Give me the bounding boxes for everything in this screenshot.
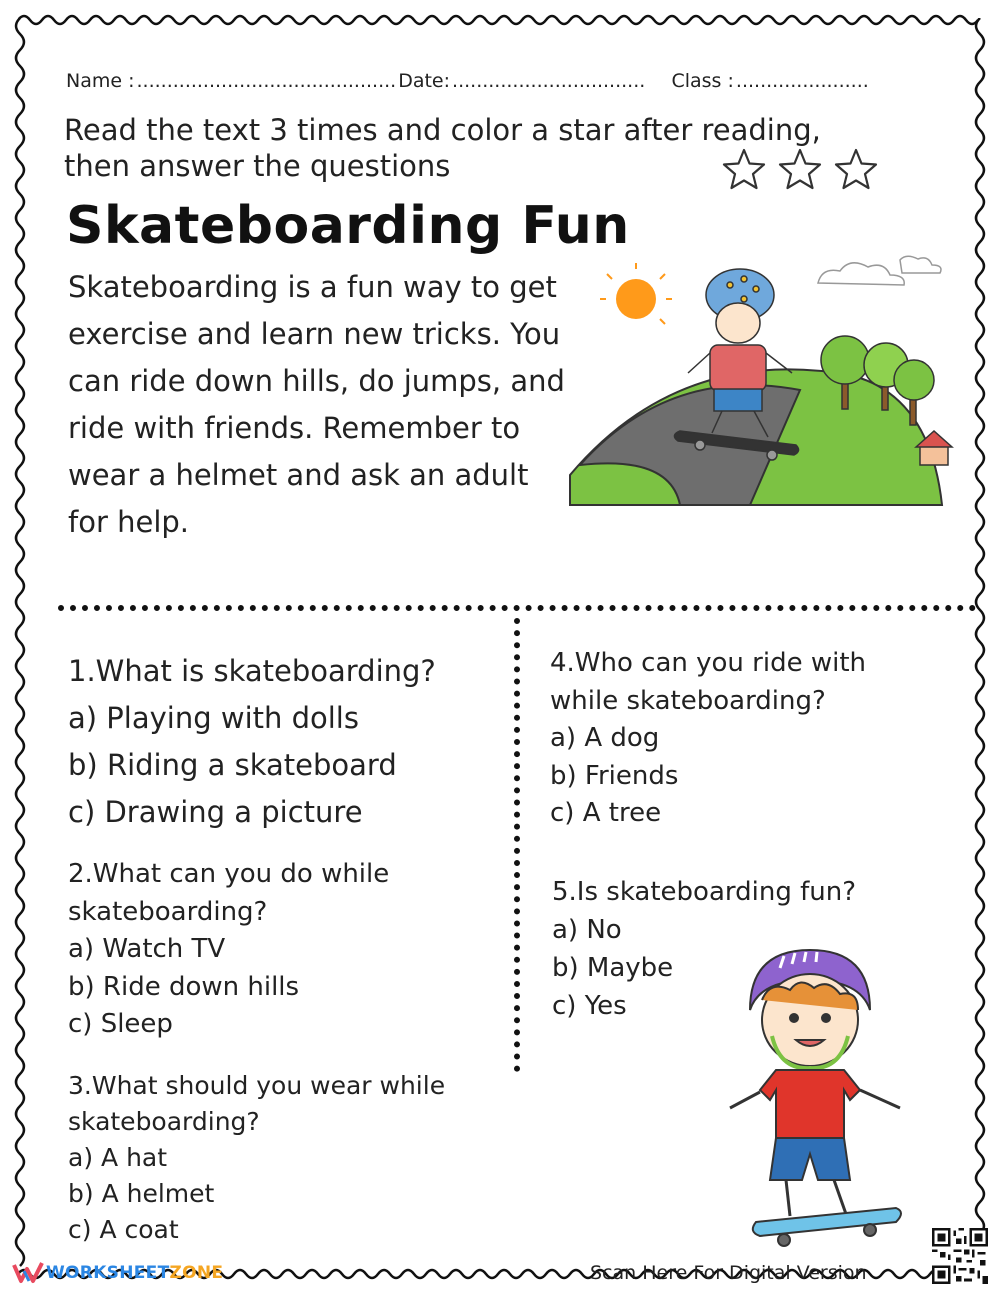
- section-divider-horizontal: [58, 605, 976, 611]
- answer-option-c[interactable]: c) Drawing a picture: [68, 795, 363, 829]
- passage-line: can ride down hills, do jumps, and: [68, 364, 565, 398]
- answer-option-c[interactable]: c) Sleep: [68, 1009, 173, 1039]
- page-border-top: [18, 12, 982, 28]
- scan-instruction: Scan Here For Digital Version: [590, 1262, 867, 1284]
- date-field[interactable]: ................................: [452, 70, 646, 92]
- question-2: [68, 856, 498, 1044]
- skateboarder-hill-illustration: [560, 255, 980, 515]
- class-label: Class :: [671, 70, 734, 92]
- passage-line: exercise and learn new tricks. You: [68, 317, 561, 351]
- page-border-left: [12, 18, 28, 1276]
- answer-option-b[interactable]: b) A helmet: [68, 1179, 215, 1208]
- answer-option-b[interactable]: b) Ride down hills: [68, 971, 300, 1002]
- answer-option-c[interactable]: c) A coat: [68, 1215, 179, 1244]
- question-3: [68, 1068, 498, 1248]
- page-border-right: [972, 18, 988, 1276]
- name-label: Name :: [66, 70, 135, 92]
- passage-line: ride with friends. Remember to: [68, 411, 521, 445]
- shirt-icon: [760, 1070, 860, 1140]
- answer-option-a[interactable]: a) Watch TV: [68, 934, 226, 964]
- instructions-line-2: then answer the questions: [64, 149, 451, 183]
- sun-icon: [600, 263, 672, 324]
- answer-option-b[interactable]: b) Riding a skateboard: [68, 748, 397, 782]
- logo-text-part2: ZONE: [169, 1263, 224, 1283]
- question-text: skateboarding?: [68, 896, 268, 927]
- class-field[interactable]: ......................: [735, 70, 869, 92]
- passage-line: for help.: [68, 505, 189, 539]
- skateboard-icon: [753, 1208, 901, 1236]
- answer-option-a[interactable]: a) A hat: [68, 1143, 168, 1172]
- question-text: 5.Is skateboarding fun?: [552, 877, 857, 907]
- passage-line: wear a helmet and ask an adult: [68, 458, 529, 492]
- worksheet-zone-logo[interactable]: [12, 1258, 223, 1288]
- question-text: 3.What should you wear while: [68, 1071, 446, 1100]
- question-1: [68, 648, 498, 836]
- answer-option-c[interactable]: c) Yes: [552, 991, 627, 1021]
- kid-skateboard-illustration: [710, 940, 920, 1260]
- question-text: 1.What is skateboarding?: [68, 654, 436, 688]
- passage-line: Skateboarding is a fun way to get: [68, 270, 557, 304]
- student-info-line: [66, 70, 871, 92]
- answer-option-c[interactable]: c) A tree: [550, 798, 662, 828]
- answer-option-a[interactable]: a) A dog: [550, 723, 660, 753]
- question-text: 2.What can you do while: [68, 859, 390, 889]
- question-text: while skateboarding?: [550, 685, 826, 716]
- instructions-line-1: Read the text 3 times and color a star after reading,: [64, 113, 821, 147]
- star-icon-3[interactable]: [836, 150, 876, 188]
- question-text: 4.Who can you ride with: [550, 648, 867, 678]
- reading-passage: [68, 264, 628, 546]
- name-field[interactable]: ...........................................: [136, 70, 397, 92]
- answer-option-a[interactable]: a) Playing with dolls: [68, 701, 359, 735]
- page-title: Skateboarding Fun: [66, 196, 630, 256]
- star-icon-1[interactable]: [724, 150, 764, 188]
- star-icon-2[interactable]: [780, 150, 820, 188]
- question-text: skateboarding?: [68, 1107, 260, 1136]
- qr-code-icon[interactable]: [932, 1228, 988, 1284]
- cloud-icon: [818, 256, 941, 285]
- logo-text: [46, 1263, 223, 1283]
- date-label: Date:: [398, 70, 451, 92]
- logo-w-icon: [12, 1261, 46, 1285]
- answer-option-b[interactable]: b) Maybe: [552, 953, 674, 983]
- answer-option-a[interactable]: a) No: [552, 915, 622, 945]
- answer-option-b[interactable]: b) Friends: [550, 760, 679, 791]
- section-divider-vertical: [514, 618, 520, 1072]
- reading-stars: [718, 146, 883, 194]
- logo-text-part1: WORKSHEET: [46, 1263, 170, 1283]
- question-4: [550, 645, 950, 833]
